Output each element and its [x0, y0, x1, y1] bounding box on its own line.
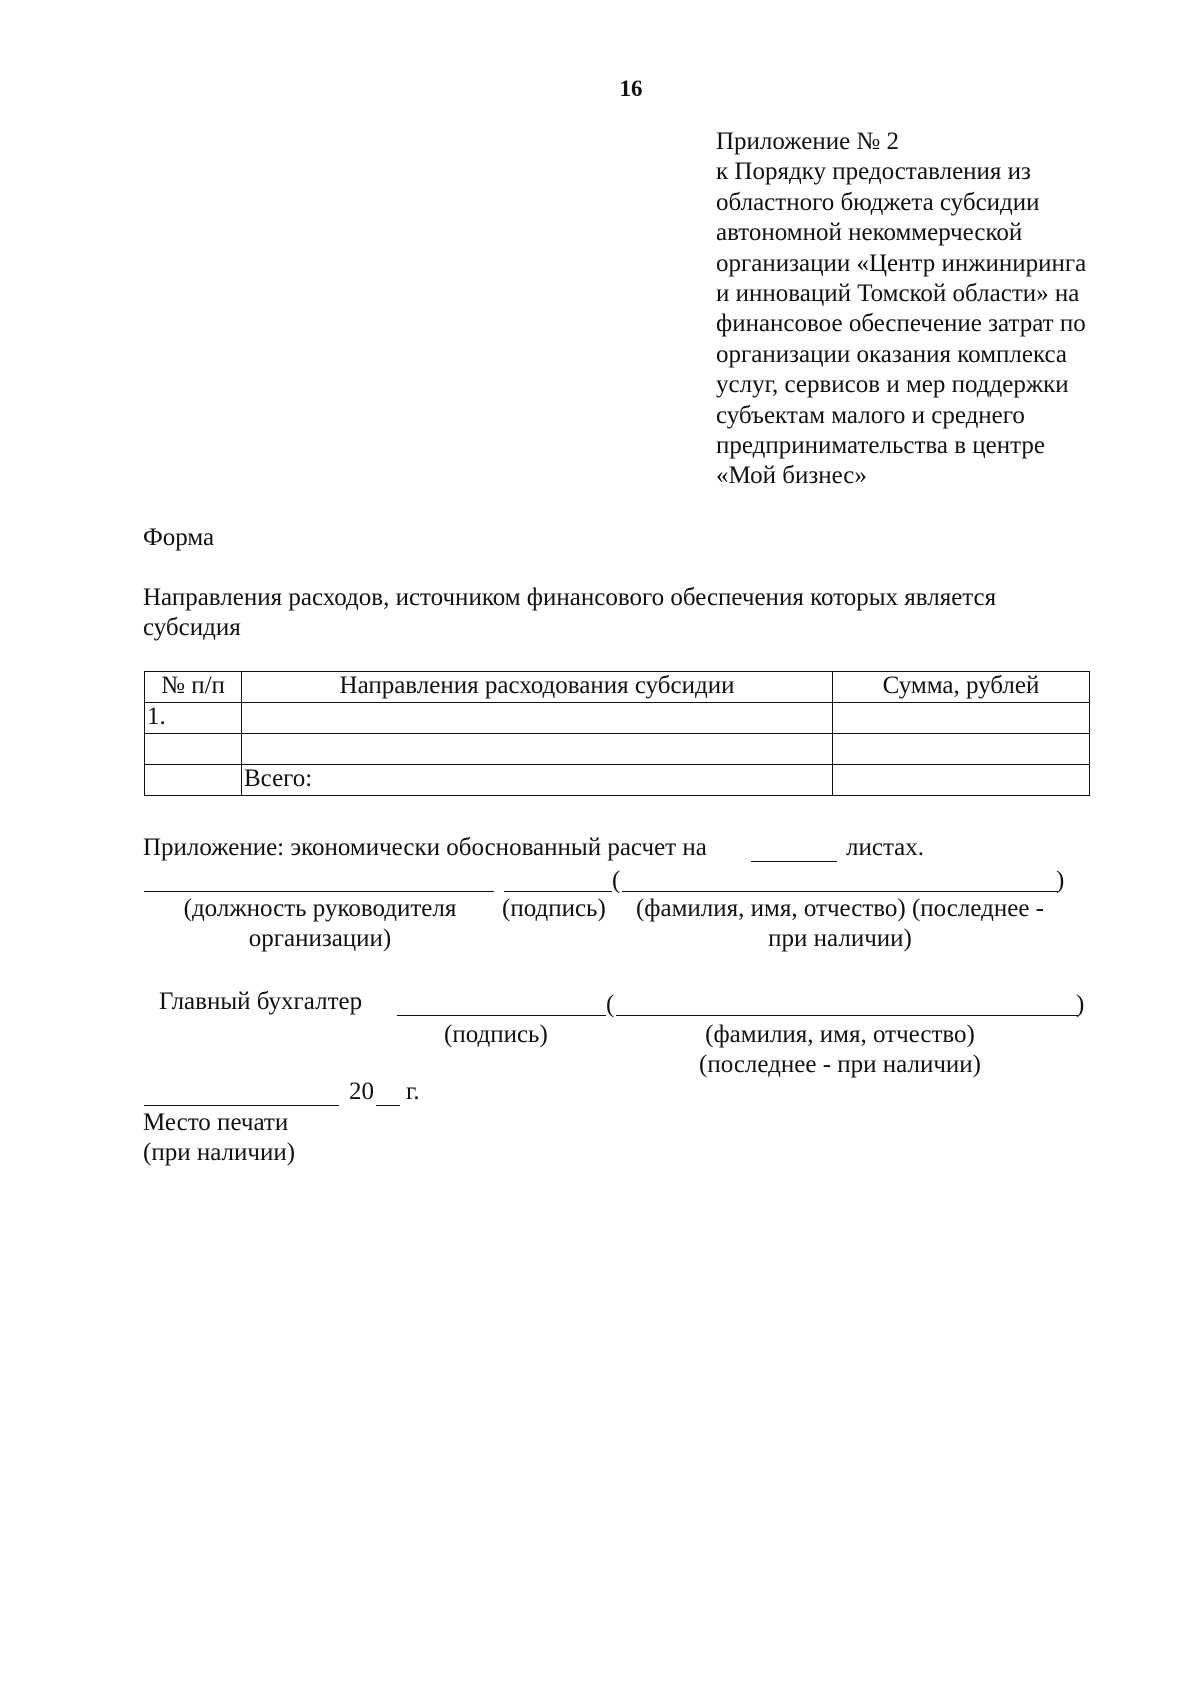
table-cell: 1.: [145, 703, 242, 734]
attachment-suffix: листах.: [846, 834, 925, 861]
appendix-line: организации оказания комплекса: [716, 340, 1068, 368]
appendix-line: услуг, сервисов и мер поддержки: [716, 371, 1069, 399]
table-cell: [145, 734, 242, 765]
stamp-note: (при наличии): [143, 1139, 296, 1166]
header-direction: Направления расходования субсидии: [242, 672, 833, 703]
appendix-line: к Порядку предоставления из: [716, 158, 1031, 186]
table-row: [145, 703, 1090, 734]
head-position-caption: (должность руководителя организации): [183, 895, 457, 952]
head-position-line: [144, 891, 494, 892]
table-cell: [833, 703, 1090, 734]
appendix-line: и инноваций Томской области» на: [716, 280, 1080, 308]
year-blank: [376, 1105, 400, 1106]
appendix-line: предпринимательства в центре: [716, 432, 1045, 460]
sheets-count-blank: [751, 861, 837, 862]
stamp-label: Место печати: [143, 1109, 289, 1136]
page-number: 16: [619, 76, 643, 101]
table-cell: [833, 765, 1090, 796]
head-signature-line: [504, 891, 612, 892]
head-name-line: [622, 891, 1058, 892]
form-label: Форма: [143, 524, 215, 551]
attachment-prefix: Приложение: экономически обоснованный расчет на: [143, 834, 707, 861]
table-total-row: [145, 765, 1090, 796]
accountant-name-caption: (фамилия, имя, отчество) (последнее - при наличии): [699, 1021, 981, 1078]
appendix-line: «Мой бизнес»: [716, 462, 867, 490]
header-amount: Сумма, рублей: [833, 672, 1090, 703]
accountant-paren-open: (: [606, 991, 615, 1018]
appendix-line: финансовое обеспечение затрат по: [716, 310, 1086, 338]
table-cell: [145, 765, 242, 796]
table-header-row: [145, 672, 1090, 703]
head-paren-open: (: [612, 867, 621, 894]
accountant-paren-close: ): [1076, 991, 1085, 1018]
total-label: Всего:: [242, 765, 833, 796]
accountant-signature-caption: (подпись): [444, 1021, 548, 1048]
appendix-line: организации «Центр инжиниринга: [716, 249, 1087, 277]
appendix-line: автономной некоммерческой: [716, 219, 1023, 247]
appendix-line: Приложение № 2: [716, 128, 900, 155]
appendix-line: субъектам малого и среднего: [716, 401, 1025, 429]
accountant-label: Главный бухгалтер: [159, 988, 363, 1015]
head-paren-close: ): [1056, 867, 1065, 894]
table-cell: [242, 703, 833, 734]
accountant-signature-line: [397, 1015, 606, 1016]
table-row: [145, 734, 1090, 765]
head-name-caption: (фамилия, имя, отчество) (последнее - при наличии): [635, 895, 1045, 952]
table-cell: [242, 734, 833, 765]
header-number: № п/п: [145, 672, 242, 703]
table-cell: [833, 734, 1090, 765]
date-year-suffix: г.: [406, 1078, 420, 1105]
date-blank: [144, 1105, 339, 1106]
appendix-block: [716, 127, 1086, 492]
appendix-line: областного бюджета субсидии: [716, 188, 1040, 216]
date-year-prefix: 20: [349, 1078, 374, 1105]
document-title: Направления расходов, источником финансового обеспечения которых является субсидия: [143, 584, 997, 641]
accountant-name-line: [616, 1015, 1078, 1016]
expenses-table: [144, 671, 1090, 796]
head-signature-caption: (подпись): [502, 895, 606, 922]
